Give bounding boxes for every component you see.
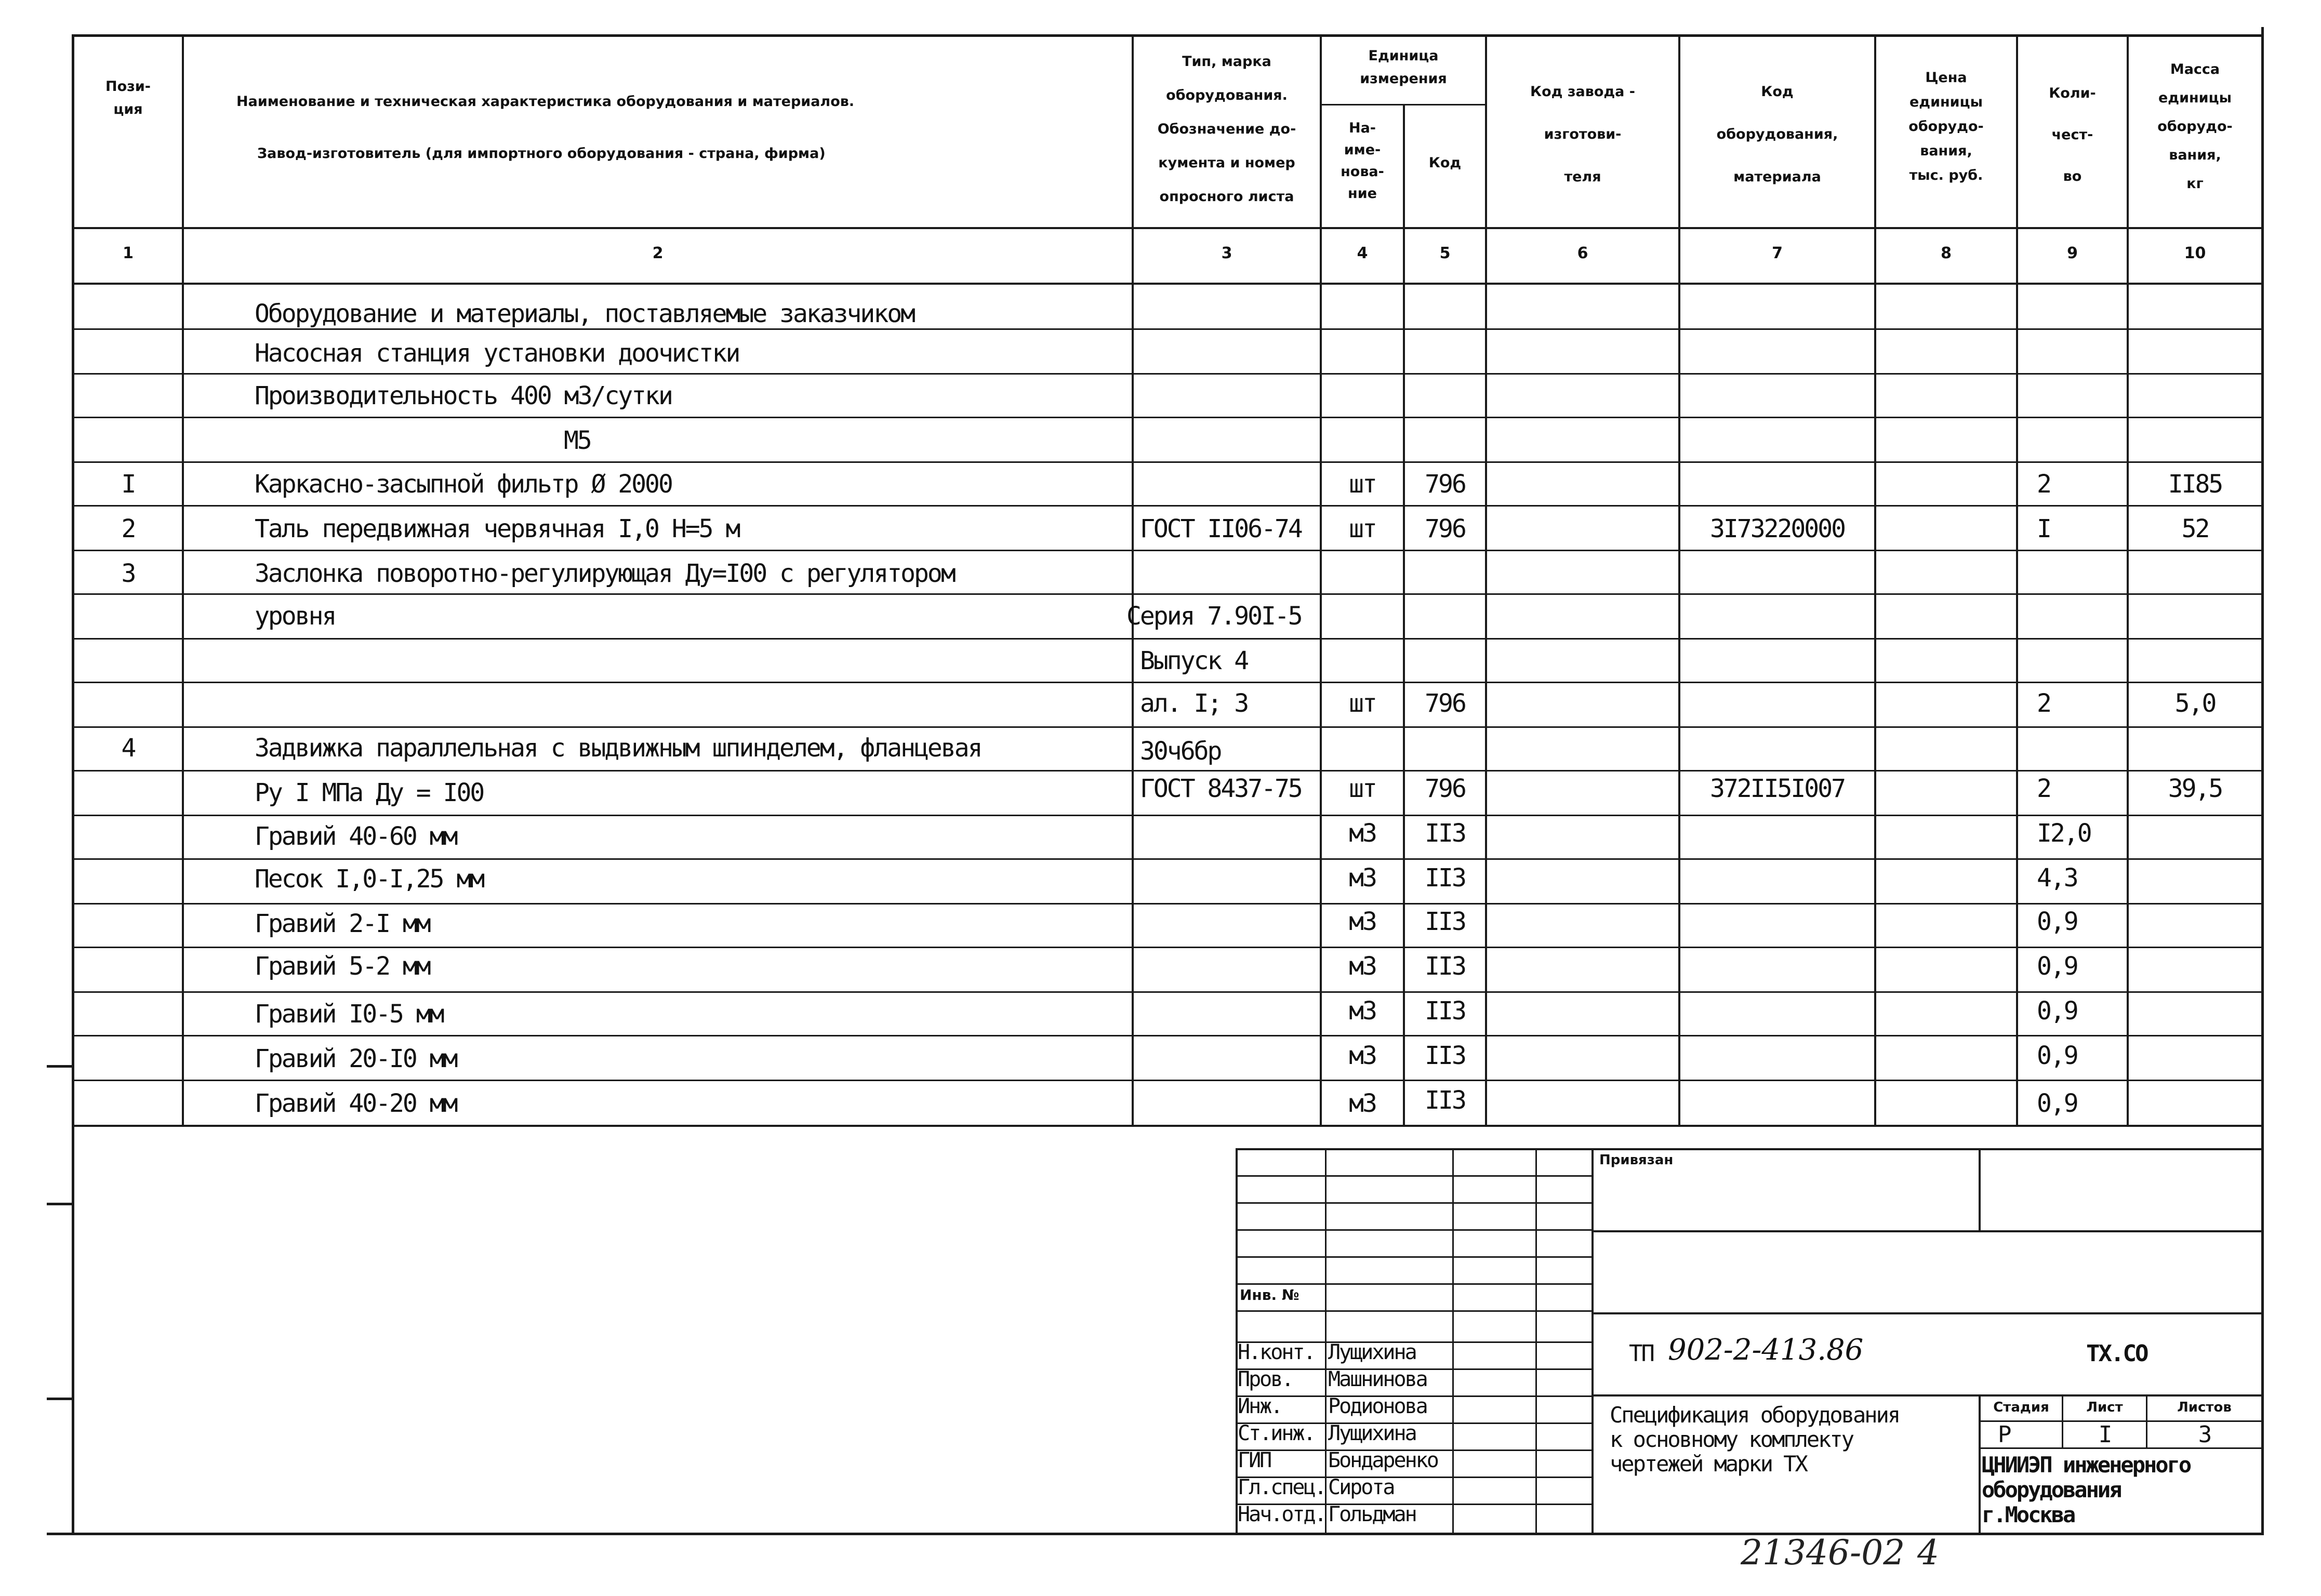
header-unit-code: Код <box>1428 155 1462 171</box>
document-title: Спецификация оборудования к основному комплекту чертежей марки ТХ <box>1610 1402 1900 1477</box>
signature-name: Бондаренко <box>1328 1448 1438 1472</box>
col-line <box>2127 34 2129 1125</box>
signature-name: Лущихина <box>1328 1340 1416 1364</box>
stamp-line <box>1535 1148 1537 1534</box>
stamp-line <box>1236 1148 2263 1150</box>
row-line <box>72 328 2263 330</box>
row-quantity: 2 <box>2037 774 2050 803</box>
signature-role: Инж. <box>1238 1394 1282 1418</box>
header-item-code: Код оборудования, материала <box>1716 84 1838 185</box>
signature-name: Родионова <box>1328 1394 1427 1418</box>
col-number: 8 <box>1941 244 1952 262</box>
col-number: 10 <box>2184 244 2206 262</box>
row-code: II3 <box>1425 996 1465 1026</box>
row-line <box>72 682 2263 683</box>
row-mass: 52 <box>2181 514 2209 543</box>
row-name: Гравий 2-I мм <box>255 909 430 938</box>
row-line <box>72 903 2263 905</box>
sheets-label: Листов <box>2177 1400 2232 1415</box>
row-unit: м3 <box>1349 819 1376 848</box>
row-unit: м3 <box>1349 952 1376 981</box>
row-code: II3 <box>1425 907 1465 936</box>
stage-label: Стадия <box>1993 1400 2049 1415</box>
header-unit-group: Единица измерения <box>1360 48 1447 87</box>
stamp-line <box>1236 1229 1593 1231</box>
row-name: Заслонка поворотно-регулирующая Ду=I00 с регулятором <box>255 559 954 588</box>
organization: ЦНИИЭП инженерного оборудования г.Москва <box>1982 1452 2191 1527</box>
unit-group-line <box>1320 104 1485 105</box>
row-line <box>72 417 2263 418</box>
sheet-value: I <box>2098 1421 2111 1448</box>
corner-tick <box>2261 27 2264 36</box>
row-unit: шт <box>1349 470 1376 499</box>
row-type: ГОСТ 8437-75 <box>1140 774 1302 803</box>
signature-role: ГИП <box>1238 1448 1271 1472</box>
stamp-line <box>1591 1148 1594 1534</box>
row-line <box>72 858 2263 860</box>
header-name-line1: Наименование и техническая характеристика оборудования и материалов. <box>236 94 855 110</box>
col-number: 6 <box>1577 244 1588 262</box>
row-code: 796 <box>1425 774 1465 803</box>
row-quantity: 0,9 <box>2037 907 2077 936</box>
row-quantity: 2 <box>2037 470 2050 499</box>
stamp-line <box>1236 1256 1593 1258</box>
stamp-line <box>1236 1310 1593 1312</box>
col-number: 1 <box>123 244 134 262</box>
row-line <box>72 638 2263 640</box>
row-line <box>72 461 2263 463</box>
row-unit: шт <box>1349 514 1376 543</box>
stamp-line <box>1236 1175 1593 1177</box>
row-quantity: 0,9 <box>2037 952 2077 981</box>
row-line <box>72 373 2263 375</box>
frame-top <box>72 34 2263 37</box>
row-code: II3 <box>1425 863 1465 893</box>
row-position: 2 <box>121 514 135 543</box>
signature-name: Гольдман <box>1328 1502 1416 1526</box>
margin-tick <box>47 1203 73 1205</box>
row-quantity: 4,3 <box>2037 863 2077 893</box>
row-name: Задвижка параллельная с выдвижным шпинделем, фланцевая <box>255 734 982 763</box>
col-number: 7 <box>1772 244 1783 262</box>
stamp-line <box>1979 1148 1981 1232</box>
stamp-inv-label: Инв. № <box>1240 1286 1299 1304</box>
row-unit: м3 <box>1349 1089 1376 1118</box>
row-mass: II85 <box>2168 470 2222 499</box>
row-quantity: 2 <box>2037 689 2050 718</box>
row-unit: шт <box>1349 689 1376 718</box>
row-name: Гравий 20-I0 мм <box>255 1044 457 1073</box>
col-number: 5 <box>1439 244 1451 262</box>
row-name: Ру I МПа Ду = I00 <box>255 778 484 807</box>
col-number: 9 <box>2067 244 2078 262</box>
stamp-attached-label: Привязан <box>1599 1152 1674 1168</box>
col-number: 3 <box>1221 244 1232 262</box>
row-quantity: I2,0 <box>2037 819 2091 848</box>
header-price: Цена единицы оборудо- вания, тыс. руб. <box>1908 70 1984 183</box>
header-name-line2: Завод-изготовитель (для импортного оборудования - страна, фирма) <box>257 145 826 162</box>
row-code: II3 <box>1425 1041 1465 1070</box>
stamp-line <box>1591 1230 2263 1232</box>
row-code: II3 <box>1425 1086 1465 1115</box>
row-line <box>72 726 2263 728</box>
archive-number: 21346-02 <box>1741 1533 1905 1573</box>
row-name: Гравий I0-5 мм <box>255 1000 443 1029</box>
header-position: Пози- ция <box>105 78 151 117</box>
row-unit: м3 <box>1349 996 1376 1026</box>
row-position: I <box>121 470 135 499</box>
row-code: II3 <box>1425 952 1465 981</box>
row-name: Гравий 40-20 мм <box>255 1089 457 1118</box>
row-name: Гравий 5-2 мм <box>255 952 430 981</box>
signature-name: Машнинова <box>1328 1367 1427 1391</box>
row-name: Производительность 400 м3/сутки <box>255 381 672 410</box>
row-type: ал. I; 3 <box>1140 689 1248 718</box>
signature-role: Нач.отд. <box>1238 1502 1325 1526</box>
row-quantity: 0,9 <box>2037 996 2077 1026</box>
row-position: 4 <box>121 734 135 763</box>
row-code: 796 <box>1425 470 1465 499</box>
col-line <box>1874 34 1876 1125</box>
row-name: уровня <box>255 602 336 631</box>
col-line <box>182 34 184 1125</box>
table-bottom-line <box>72 1125 2263 1127</box>
row-type: ГОСТ II06-74 <box>1140 514 1302 543</box>
row-line <box>72 1035 2263 1036</box>
margin-tick <box>47 1398 73 1400</box>
stamp-line <box>1236 1283 1593 1285</box>
row-code: 796 <box>1425 689 1465 718</box>
header-unit-name: На- име- нова- ние <box>1341 120 1384 202</box>
row-name: М5 <box>564 426 591 455</box>
margin-tick <box>47 1065 73 1068</box>
document-mark: ТХ.СО <box>2086 1340 2147 1367</box>
row-mass: 5,0 <box>2174 689 2216 718</box>
signature-role: Н.конт. <box>1238 1340 1315 1364</box>
stamp-line <box>1979 1394 1981 1534</box>
row-item-code: 3I73220000 <box>1710 514 1845 543</box>
signature-name: Лущихина <box>1328 1421 1416 1445</box>
row-unit: м3 <box>1349 863 1376 893</box>
frame-right <box>2261 34 2264 1533</box>
row-name: Оборудование и материалы, поставляемые заказчиком <box>255 299 914 328</box>
signature-role: Пров. <box>1238 1367 1293 1391</box>
row-type: 30ч6бр <box>1140 737 1221 766</box>
row-unit: м3 <box>1349 907 1376 936</box>
signature-role: Ст.инж. <box>1238 1421 1315 1445</box>
row-mass: 39,5 <box>2168 774 2222 803</box>
row-quantity: I <box>2037 514 2050 543</box>
row-code: 796 <box>1425 514 1465 543</box>
row-line <box>72 593 2263 595</box>
project-number: 902-2-413.86 <box>1668 1333 1864 1367</box>
stamp-line <box>1452 1148 1454 1534</box>
row-type: Выпуск 4 <box>1140 646 1248 675</box>
row-item-code: 372II5I007 <box>1710 774 1845 803</box>
numbers-bottom-line <box>72 283 2263 285</box>
col-number: 4 <box>1357 244 1368 262</box>
signature-name: Сирота <box>1328 1475 1394 1499</box>
row-line <box>72 991 2263 993</box>
project-prefix: ТП <box>1629 1340 1653 1367</box>
header-quantity: Коли- чест- во <box>2049 85 2096 184</box>
page-number: 4 <box>1917 1533 1939 1573</box>
col-number: 2 <box>652 244 664 262</box>
row-name: Каркасно-засыпной фильтр Ø 2000 <box>255 470 672 499</box>
header-type: Тип, марка оборудования. Обозначение до- кумента и номер опросного листа <box>1157 54 1296 205</box>
stage-value: Р <box>1998 1421 2010 1448</box>
header-mass: Масса единицы оборудо- вания, кг <box>2157 61 2233 192</box>
header-factory-code: Код завода - изготови- теля <box>1530 84 1635 185</box>
row-quantity: 0,9 <box>2037 1041 2077 1070</box>
row-name: Насосная станция установки доочистки <box>255 339 739 368</box>
row-line <box>72 815 2263 816</box>
signature-role: Гл.спец. <box>1238 1475 1325 1499</box>
row-name: Песок I,0-I,25 мм <box>255 864 484 894</box>
row-line <box>72 505 2263 507</box>
stamp-line <box>1591 1312 2263 1314</box>
row-line <box>72 947 2263 948</box>
stamp-line <box>1236 1202 1593 1204</box>
row-name: Гравий 40-60 мм <box>255 822 457 851</box>
row-quantity: 0,9 <box>2037 1089 2077 1118</box>
row-unit: шт <box>1349 774 1376 803</box>
sheets-value: 3 <box>2198 1421 2211 1448</box>
row-line <box>72 550 2263 551</box>
row-unit: м3 <box>1349 1041 1376 1070</box>
sheet-label: Лист <box>2086 1400 2123 1415</box>
row-position: 3 <box>121 559 135 588</box>
col-line <box>2016 34 2018 1125</box>
row-type: Серия 7.90I-5 <box>1126 602 1302 631</box>
row-line <box>72 1080 2263 1081</box>
row-code: II3 <box>1425 819 1465 848</box>
row-line <box>72 770 2263 772</box>
header-bottom-line <box>72 227 2263 229</box>
row-name: Таль передвижная червячная I,0 Н=5 м <box>255 514 739 543</box>
stamp-line <box>1591 1394 2263 1396</box>
